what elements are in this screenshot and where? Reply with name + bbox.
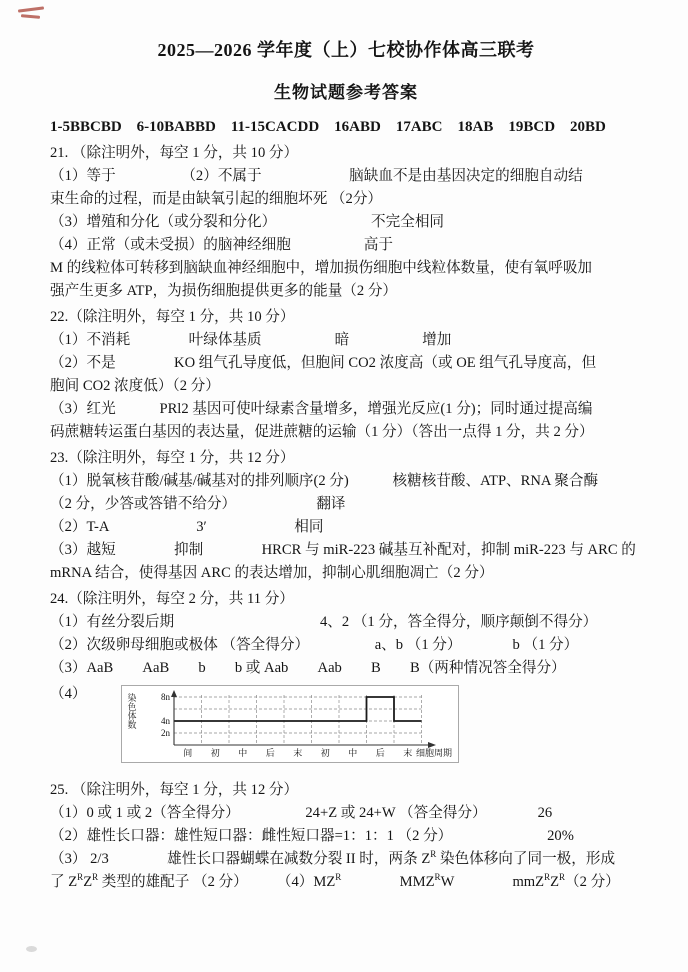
x-axis-title: 细胞周期 bbox=[415, 748, 452, 758]
question-22-answers bbox=[50, 306, 642, 444]
question-25-answers bbox=[50, 779, 642, 894]
q24-header: 24.（除注明外，每空 2 分，共 11 分） bbox=[50, 591, 294, 607]
x-tick-label: 中 bbox=[347, 748, 357, 758]
y-tick-label: 4n bbox=[160, 716, 170, 726]
x-tick-label: 后 bbox=[265, 748, 275, 758]
question-23-answers bbox=[50, 447, 642, 585]
q24-answer-line: （2）次级卵母细胞或极体 （答全得分） a、b （1 分） b （1 分） bbox=[50, 637, 579, 653]
q21-answer-line: 束生命的过程，而是由缺氧引起的细胞坏死 （2分） bbox=[50, 191, 383, 207]
q23-answer-line: （1）脱氧核苷酸/碱基/碱基对的排列顺序(2 分) 核糖核苷酸、ATP、RNA 聚合酶 bbox=[50, 473, 599, 489]
q25-answer-line: （3） 2/3 雄性长口器蝴蝶在减数分裂 II 时，两条 $Z^R$ 染色体移向了同一极，形成 bbox=[50, 849, 616, 867]
q25-answer-line: （2）雄性长口器：雄性短口器：雌性短口器=1：1：1 （2 分） 20% bbox=[50, 828, 574, 844]
multiple-choice-answer-key: 1-5BBCBD 6-10BABBD 11-15CACDD 16ABD 17ABC 18AB 19BCD 20BD bbox=[50, 119, 606, 135]
x-tick-label: 末 bbox=[402, 748, 412, 758]
q21-header: 21. （除注明外，每空 1 分，共 10 分） bbox=[50, 145, 299, 161]
chart-x-tick-labels bbox=[183, 747, 412, 758]
scan-smudge bbox=[26, 946, 37, 952]
document-subtitle: 生物试题参考答案 bbox=[274, 83, 418, 102]
q24-answer-4-label: （4） bbox=[50, 686, 87, 702]
question-21-answers bbox=[50, 142, 642, 303]
x-tick-label: 初 bbox=[320, 748, 330, 758]
q23-answer-line: （3）越短 抑制 HRCR 与 miR-223 碱基互补配对，抑制 miR-223 与 ARC 的 bbox=[50, 542, 636, 558]
x-tick-label: 初 bbox=[210, 748, 220, 758]
q25-answer-line: （1）0 或 1 或 2（答全得分） 24+Z 或 24+W （答全得分） 26 bbox=[50, 805, 553, 821]
q21-answer-line: （1）等于 （2）不属于 脑缺血不是由基因决定的细胞自动结 bbox=[50, 168, 583, 184]
chart-y-tick-labels bbox=[161, 692, 171, 738]
q22-header: 22.（除注明外，每空 1 分，共 10 分） bbox=[50, 309, 295, 325]
q22-answer-line: 胞间 CO2 浓度低）（2 分） bbox=[50, 378, 220, 394]
y-axis-arrow-icon bbox=[171, 690, 177, 697]
q22-answer-line: （2）不是 KO 组气孔导度低，但胞间 CO2 浓度高（或 OE 组气孔导度高，但 bbox=[50, 355, 597, 371]
chart-y-axis-title: 染色体数 bbox=[126, 693, 137, 729]
x-tick-label: 后 bbox=[375, 748, 385, 758]
x-tick-label: 末 bbox=[292, 748, 302, 758]
q21-answer-line: （4）正常（或未受损）的脑神经细胞 高于 bbox=[50, 237, 393, 253]
red-corner-stamp bbox=[18, 5, 48, 23]
q22-answer-line: 码蔗糖转运蛋白基因的表达量，促进蔗糖的运输（1 分）（答出一点得 1 分，共 2 分） bbox=[50, 424, 594, 440]
y-tick-label: 2n bbox=[160, 728, 170, 738]
q23-answer-line: mRNA 结合，使得基因 ARC 的表达增加，抑制心肌细胞凋亡（2 分） bbox=[50, 565, 494, 581]
q23-answer-line: （2）T-A 3′ 相同 bbox=[50, 519, 324, 535]
q22-answer-line: （1）不消耗 叶绿体基质 暗 增加 bbox=[50, 332, 452, 348]
chart-canvas bbox=[138, 689, 454, 761]
q24-answer-line: （3）AaB AaB b b 或 Aab Aab B B（两种情况答全得分） bbox=[50, 660, 566, 676]
q24-answer-4-row bbox=[50, 683, 642, 763]
q21-answer-line: （3）增殖和分化（或分裂和分化） 不完全相同 bbox=[50, 214, 445, 230]
q25-answer-line: 了 $Z^RZ^R$ 类型的雄配子 （2 分） $(4)MZ^R$ $MMZ^RW$ $mmZ^RZ^R(2$ 分） bbox=[50, 872, 620, 890]
q21-answer-line: 强产生更多 ATP，为损伤细胞提供更多的能量（2 分） bbox=[50, 283, 398, 299]
q22-answer-line: （3）红光 PRl2 基因可使叶绿素含量增多，增强光反应(1 分)；同时通过提高编 bbox=[50, 401, 593, 417]
document-title: 2025—2026 学年度（上）七校协作体高三联考 bbox=[157, 40, 535, 60]
q24-answer-line: （1）有丝分裂后期 4、2 （1 分，答全得分，顺序颠倒不得分） bbox=[50, 614, 598, 630]
x-tick-label: 间 bbox=[182, 748, 192, 758]
q25-header: 25. （除注明外，每空 1 分，共 12 分） bbox=[50, 782, 299, 798]
y-tick-label: 8n bbox=[160, 692, 170, 702]
x-tick-label: 中 bbox=[237, 748, 247, 758]
q23-header: 23.（除注明外，每空 1 分，共 12 分） bbox=[50, 450, 295, 466]
chart-gridlines bbox=[174, 695, 422, 745]
q21-answer-line: M 的线粒体可转移到脑缺血神经细胞中，增加损伤细胞中线粒体数量，使有氧呼吸加 bbox=[50, 260, 593, 276]
q23-answer-line: （2 分，少答或答错不给分） 翻译 bbox=[50, 496, 346, 512]
chromosome-number-chart bbox=[121, 685, 459, 763]
question-24-answers bbox=[50, 588, 642, 763]
